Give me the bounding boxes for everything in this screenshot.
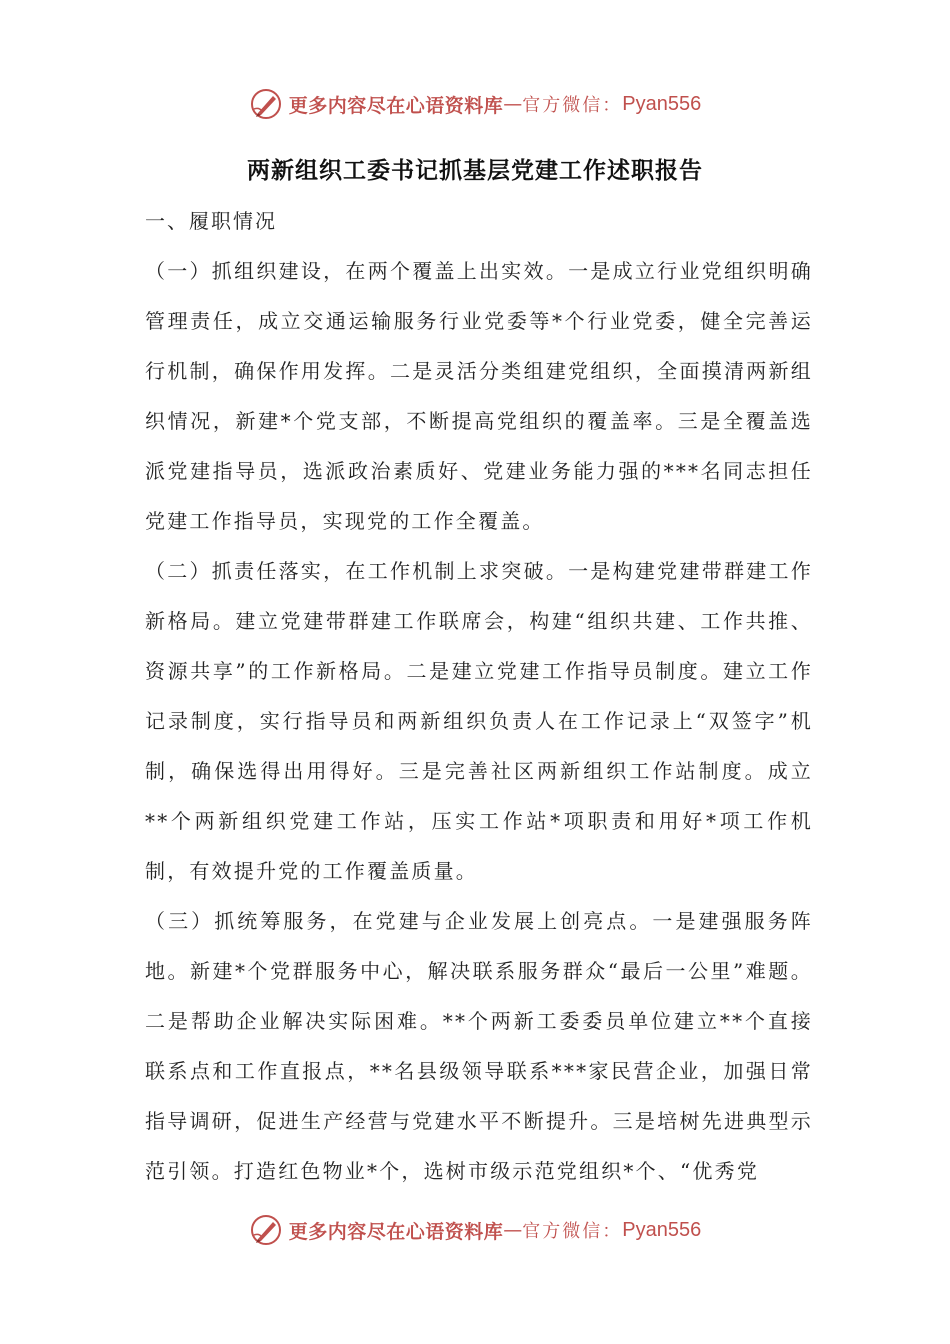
banner-text: 更多内容尽在心语资料库 [288, 1220, 504, 1243]
document-title: 两新组织工委书记抓基层党建工作述职报告 [247, 158, 703, 184]
banner-dash: — [503, 93, 523, 115]
banner-wechat-label: 官方微信： [522, 1221, 623, 1242]
header-watermark-banner [0, 84, 950, 124]
document-body [145, 196, 813, 1196]
banner-wechat-label: 官方微信： [522, 95, 623, 116]
paragraph: （一）抓组织建设，在两个覆盖上出实效。一是成立行业党组织明确管理责任，成立交通运输服务行业党委等*个行业党委，健全完善运行机制，确保作用发挥。二是灵活分类组建党组织，全面摸清两新组织情况，新建*个党支部，不断提高党组织的覆盖率。三是全覆盖选派党建指导员，选派政治素质好、党建业务能力强的***名同志担任党建工作指导员，实现党的工作全覆盖。 [145, 259, 813, 533]
banner-dash: — [503, 1219, 523, 1241]
pen-logo-icon [249, 87, 283, 121]
banner-wechat-id: Pyan556 [622, 92, 702, 115]
banner-text: 更多内容尽在心语资料库 [288, 94, 504, 117]
paragraph: （二）抓责任落实，在工作机制上求突破。一是构建党建带群建工作新格局。建立党建带群建工作联席会，构建“组织共建、工作共推、资源共享”的工作新格局。二是建立党建工作指导员制度。建立工作记录制度，实行指导员和两新组织负责人在工作记录上“双签字”机制，确保选得出用得好。三是完善社区两新组织工作站制度。成立**个两新组织党建工作站，压实工作站*项职责和用好*项工作机制，有效提升党的工作覆盖质量。 [145, 559, 813, 883]
section-heading: 一、履职情况 [145, 209, 277, 233]
banner-wechat-id: Pyan556 [622, 1218, 702, 1241]
pen-logo-icon [249, 1213, 283, 1247]
paragraph: （三）抓统筹服务，在党建与企业发展上创亮点。一是建强服务阵地。新建*个党群服务中心，解决联系服务群众“最后一公里”难题。二是帮助企业解决实际困难。**个两新工委委员单位建立**个直接联系点和工作直报点，**名县级领导联系***家民营企业，加强日常指导调研，促进生产经营与党建水平不断提升。三是培树先进典型示范引领。打造红色物业*个，选树市级示范党组织*个、“优秀党 [145, 909, 813, 1183]
footer-watermark-banner [0, 1210, 950, 1250]
